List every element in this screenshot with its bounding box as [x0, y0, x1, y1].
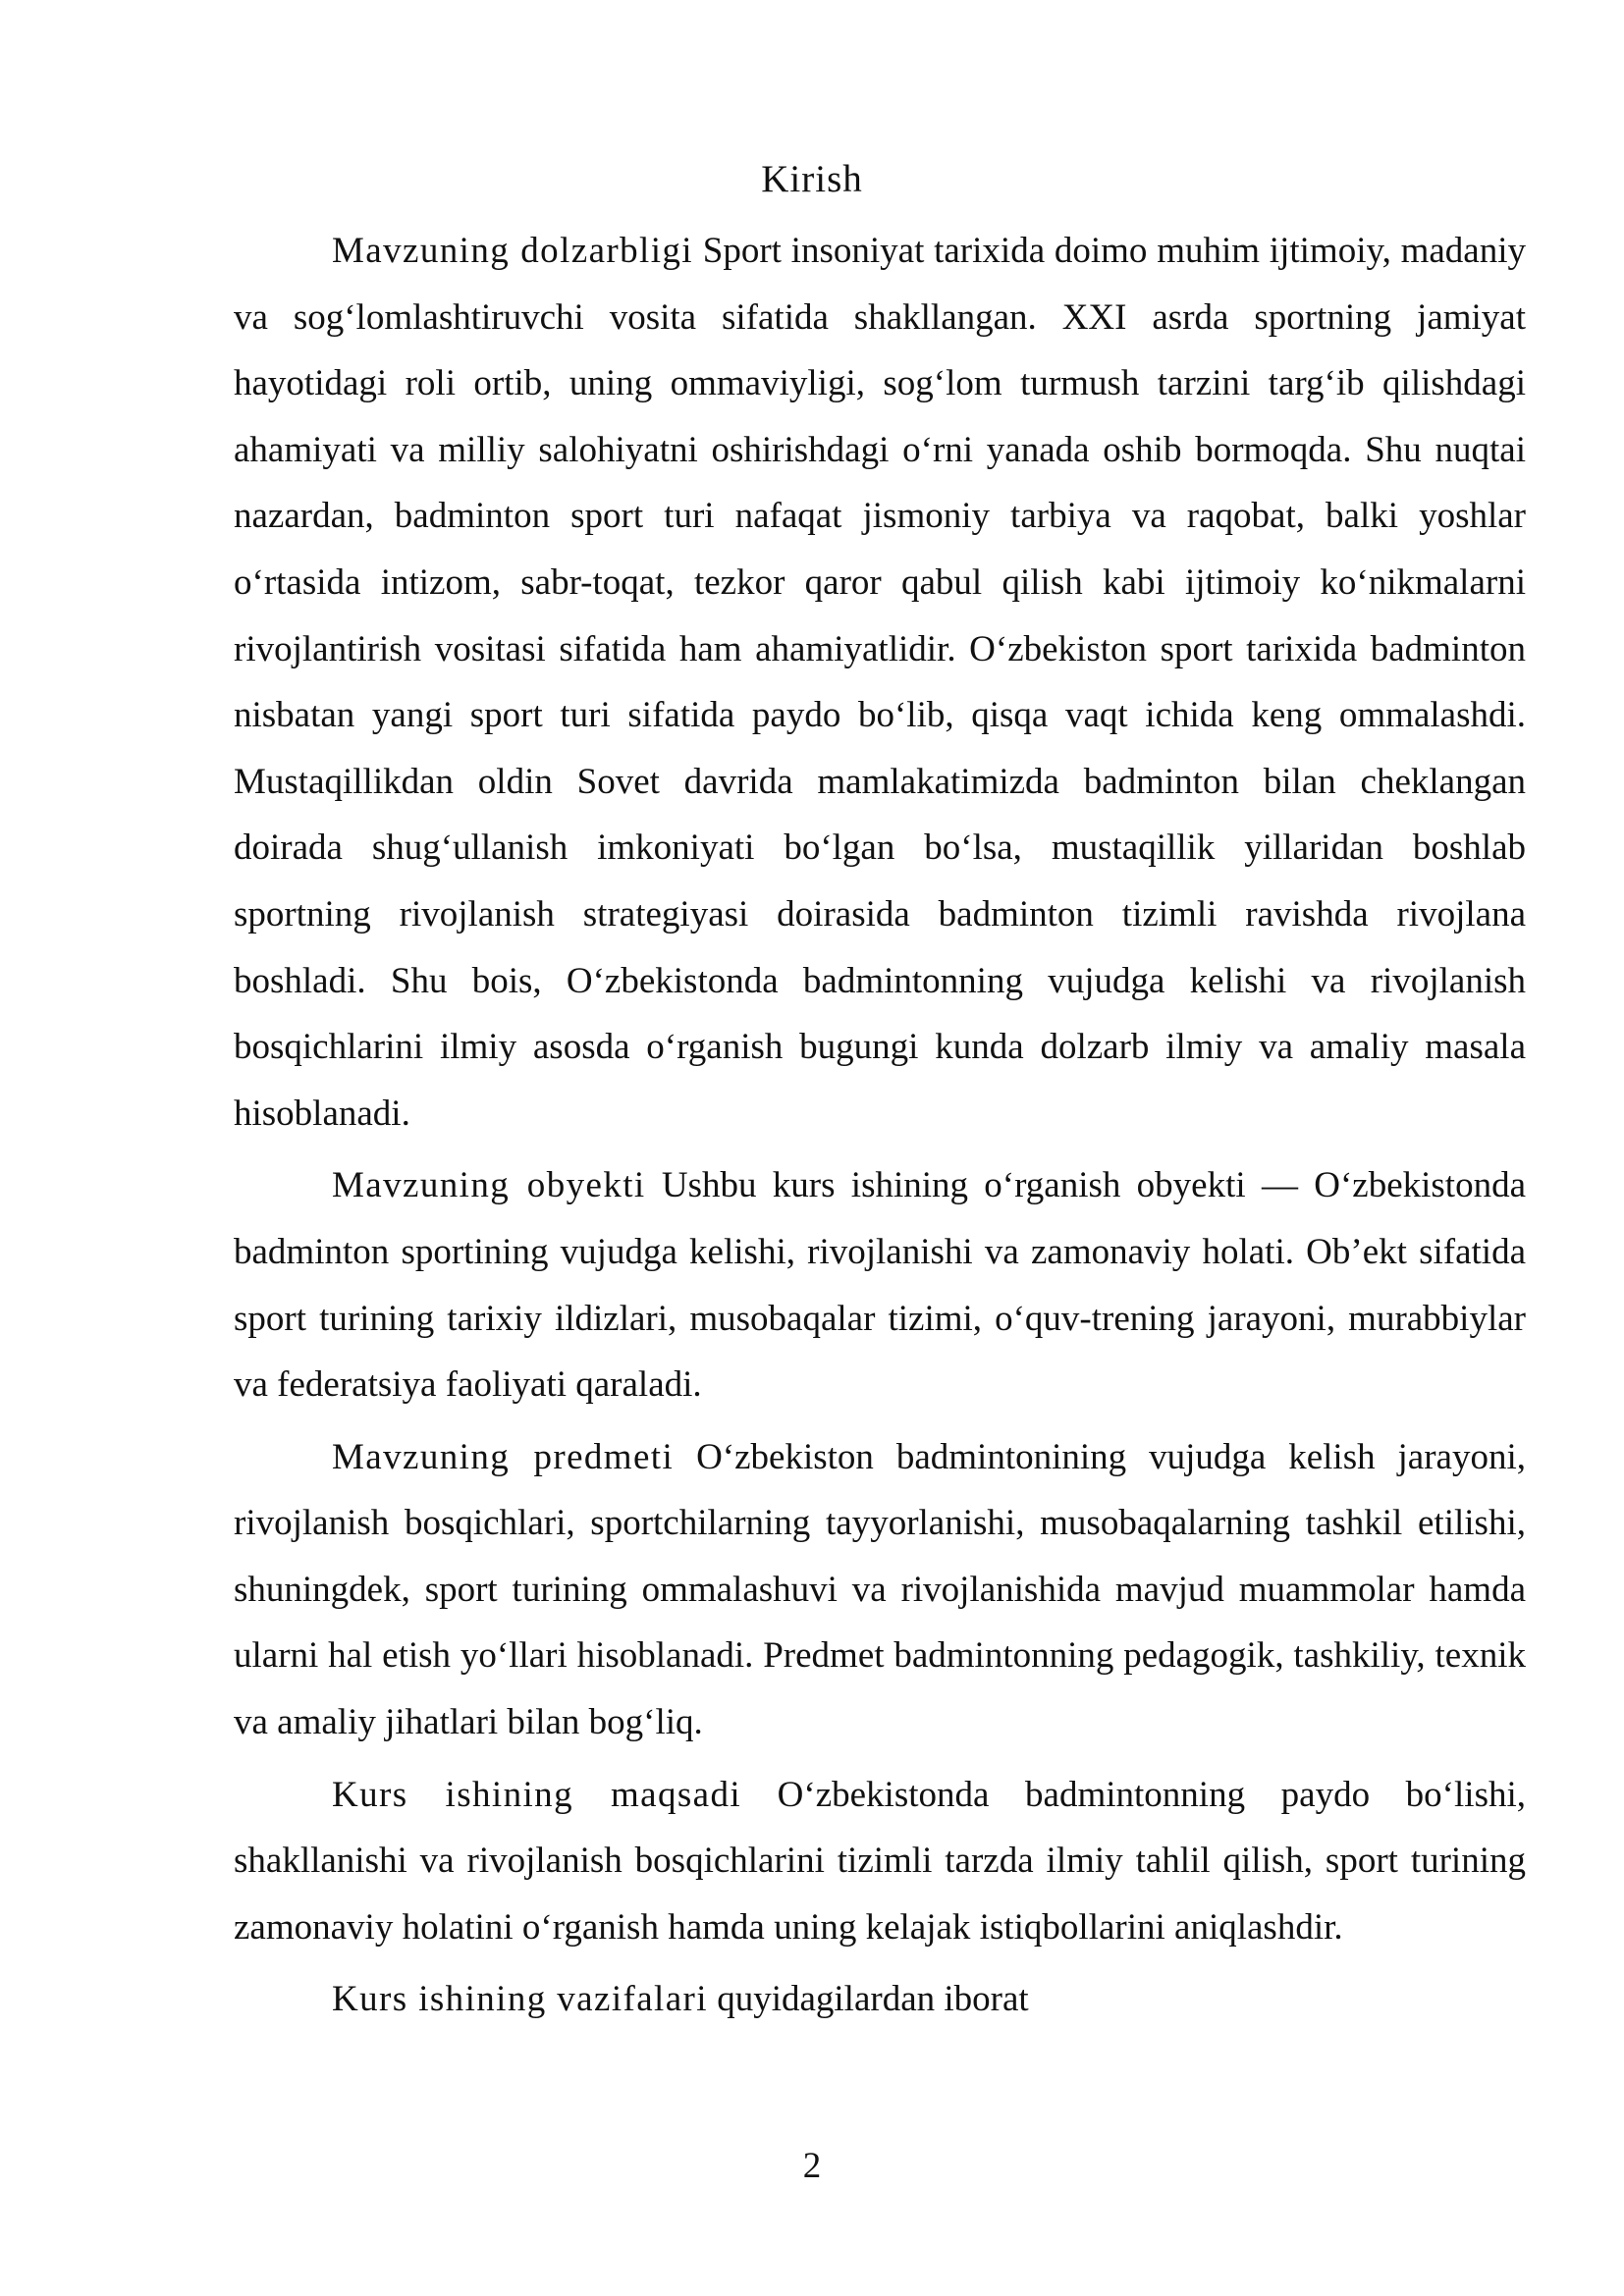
paragraph-heading: Kurs ishining maqsadi [332, 1774, 742, 1815]
paragraph-relevance [234, 218, 1526, 1147]
paragraph-text: O‘zbekistonda badmintonning paydo bo‘lishi, shakllanishi va rivojlanish bosqichlarini tizimli tarzda ilmiy tahlil qilish, sport turining zamonaviy holatini o‘rganish hamda uning kelajak istiqbollarini aniqlashdir. [234, 1774, 1526, 1948]
paragraph-heading: Kurs ishining vazifalari [332, 1979, 708, 2020]
paragraph-text: quyidagilardan iborat [707, 1979, 1029, 2020]
page-title: Kirish [761, 158, 863, 200]
paragraph-subject [234, 1424, 1526, 1756]
paragraph-text: Sport insoniyat tarixida doimo muhim ijtimoiy, madaniy va sog‘lomlashtiruvchi vosita sifatida shakllangan. XXI asrda sportning jamiyat hayotidagi roli ortib, uning ommaviyligi, sog‘lom turmush tarzini targ‘ib qilishdagi ahamiyati va milliy salohiyatni oshirishdagi o‘rni yanada oshib bormoqda. Shu nuqtai nazardan, badminton sport turi nafaqat jismoniy tarbiya va raqobat, balki yoshlar o‘rtasida intizom, sabr-toqat, tezkor qaror qabul qilish kabi ijtimoiy ko‘nikmalarni rivojlantirish vositasi sifatida ham ahamiyatlidir. O‘zbekiston sport tarixida badminton nisbatan yangi sport turi sifatida paydo bo‘lib, qisqa vaqt ichida keng ommalashdi. Mustaqillikdan oldin Sovet davrida mamlakatimizda badminton bilan cheklangan doirada shug‘ullanish imkoniyati bo‘lgan bo‘lsa, mustaqillik yillaridan boshlab sportning rivojlanish strategiyasi doirasida badminton tizimli ravishda rivojlana boshladi. Shu bois, O‘zbekistonda badmintonning vujudga kelishi va rivojlanish bosqichlarini ilmiy asosda o‘rganish bugungi kunda dolzarb ilmiy va amaliy masala hisoblanadi. [234, 231, 1526, 1134]
paragraph-heading: Mavzuning predmeti [332, 1436, 675, 1477]
page-number: 2 [802, 2146, 822, 2186]
paragraph-text: Ushbu kurs ishining o‘rganish obyekti — O‘zbekistonda badminton sportining vujudga kelishi, rivojlanishi va zamonaviy holati. Ob’ekt sifatida sport turining tarixiy ildizlari, musobaqalar tizimi, o‘quv-trening jarayoni, murabbiylar va federatsiya faoliyati qaraladi. [234, 1165, 1526, 1406]
paragraph-heading: Mavzuning dolzarbligi [332, 231, 693, 271]
document-body [234, 218, 1526, 2033]
paragraph-text: O‘zbekiston badmintonining vujudga kelish jarayoni, rivojlanish bosqichlari, sportchilarning tayyorlanishi, musobaqalarning tashkil etilishi, shuningdek, sport turining ommalashuvi va rivojlanishida mavjud muammolar hamda ularni hal etish yo‘llari hisoblanadi. Predmet badmintonning pedagogik, tashkiliy, texnik va amaliy jihatlari bilan bog‘liq. [234, 1436, 1526, 1743]
paragraph-tasks [234, 1966, 1526, 2033]
paragraph-object [234, 1152, 1526, 1417]
paragraph-goal [234, 1762, 1526, 1961]
paragraph-heading: Mavzuning obyekti [332, 1165, 646, 1206]
